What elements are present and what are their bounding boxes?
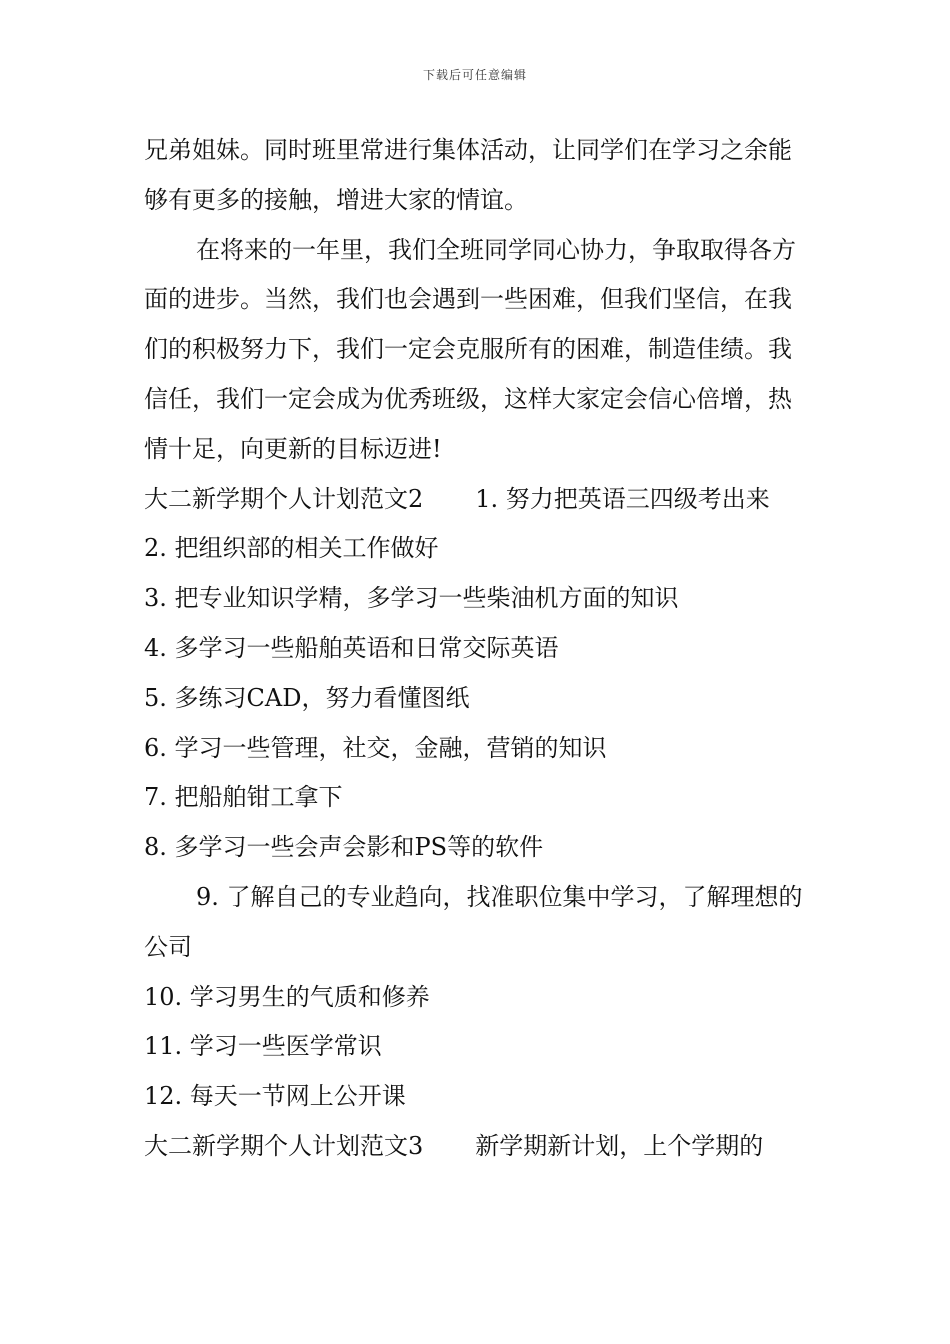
plan-item-12: 12. 每天一节网上公开课 (144, 1082, 406, 1111)
plan-item-2: 2. 把组织部的相关工作做好 (144, 534, 439, 563)
section-3-heading-line (144, 1122, 806, 1172)
plan-item-4: 4. 多学习一些船舶英语和日常交际英语 (144, 633, 559, 662)
plan-item-1: 1. 努力把英语三四级考出来 (475, 484, 770, 513)
section-3-intro: 新学期新计划，上个学期的 (475, 1131, 764, 1160)
plan-item-7: 7. 把船舶钳工拿下 (144, 783, 343, 812)
plan-item-10: 10. 学习男生的气质和修养 (144, 982, 430, 1011)
plan-item-5: 5. 多练习CAD，努力看懂图纸 (144, 683, 470, 712)
plan-item-6: 6. 学习一些管理，社交，金融，营销的知识 (144, 733, 607, 762)
paragraph-continuation: 兄弟姐妹。同时班里常进行集体活动，让同学们在学习之余能够有更多的接触，增进大家的情谊。 (144, 136, 792, 214)
plan-item-9: 9. 了解自己的专业趋向，找准职位集中学习，了解理想的公司 (144, 882, 803, 961)
section-2-title: 大二新学期个人计划范文2 (144, 484, 424, 513)
paragraph-future-year: 在将来的一年里，我们全班同学同心协力，争取取得各方面的进步。当然，我们也会遇到一些困难，但我们坚信，在我们的积极努力下，我们一定会克服所有的困难，制造佳绩。我信任，我们一定会成为优秀班级，这样大家定会信心倍增，热情十足，向更新的目标迈进! (144, 235, 796, 463)
section-3-title: 大二新学期个人计划范文3 (144, 1131, 424, 1160)
document-body (144, 126, 806, 1172)
plan-item-11: 11. 学习一些医学常识 (144, 1032, 382, 1061)
page-header: 下载后可任意编辑 (422, 68, 527, 82)
section-2-heading-line (144, 475, 806, 525)
plan-item-8: 8. 多学习一些会声会影和PS等的软件 (144, 833, 544, 862)
plan-item-3: 3. 把专业知识学精，多学习一些柴油机方面的知识 (144, 584, 679, 613)
